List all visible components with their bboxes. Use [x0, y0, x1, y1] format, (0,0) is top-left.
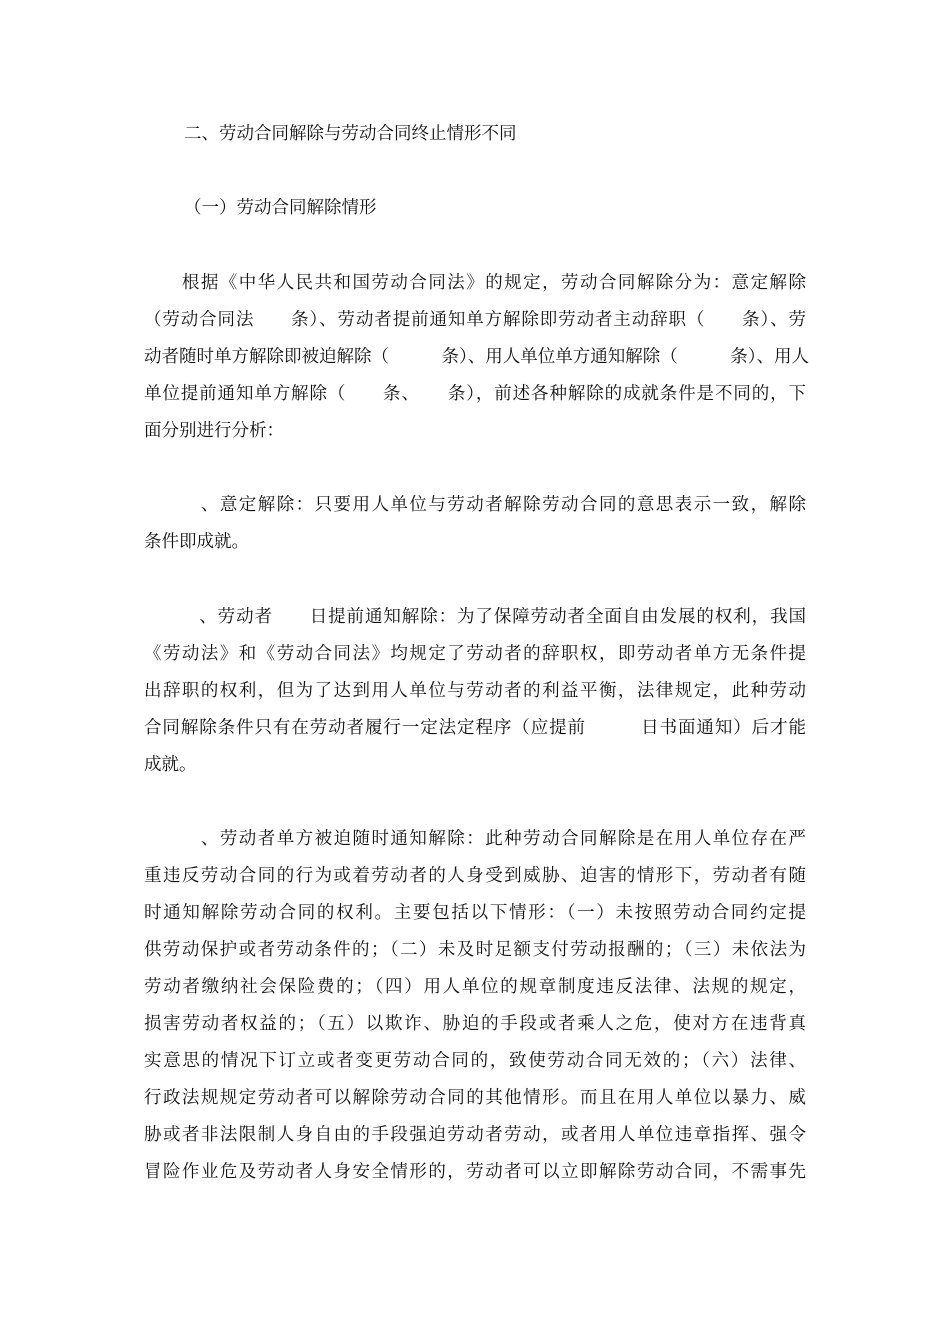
paragraph-line: 时通知解除劳动合同的权利。主要包括以下情形：（一）未按照劳动合同约定提: [144, 903, 806, 923]
paragraph-line: 重违反劳动合同的行为或着劳动者的人身受到威胁、迫害的情形下，劳动者有随: [144, 866, 806, 886]
paragraph-line: 《劳动法》和《劳动合同法》均规定了劳动者的辞职权，即劳动者单方无条件提: [144, 644, 806, 664]
paragraph-line: 劳动者缴纳社会保险费的；（四）用人单位的规章制度违反法律、法规的规定，: [144, 977, 806, 997]
paragraph-line: 冒险作业危及劳动者人身安全情形的，劳动者可以立即解除劳动合同，不需事先: [144, 1162, 806, 1182]
paragraph-line: 条件即成就。: [144, 532, 249, 552]
paragraph-line: 单位提前通知单方解除（ 条、 条），前述各种解除的成就条件是不同的，下: [144, 384, 806, 404]
paragraph-line: 成就。: [144, 755, 197, 775]
paragraph-line: 面分别进行分析：: [144, 421, 284, 441]
paragraph-line: （劳动合同法 条）、劳动者提前通知单方解除即劳动者主动辞职（ 条）、劳: [144, 310, 806, 330]
paragraph-line: 实意思的情况下订立或者变更劳动合同的，致使劳动合同无效的；（六）法律、: [144, 1051, 806, 1071]
subsection-heading: （一）劳动合同解除情形: [184, 198, 377, 218]
paragraph-line: 胁或者非法限制人身自由的手段强迫劳动者劳动，或者用人单位违章指挥、强令: [144, 1125, 806, 1145]
paragraph-line: 出辞职的权利，但为了达到用人单位与劳动者的利益平衡，法律规定，此种劳动: [144, 681, 806, 701]
paragraph-line: 、劳动者单方被迫随时通知解除：此种劳动合同解除是在用人单位存在严: [144, 829, 806, 849]
section-heading: 二、劳动合同解除与劳动合同终止情形不同: [184, 124, 517, 144]
paragraph-line: 供劳动保护或者劳动条件的；（二）未及时足额支付劳动报酬的；（三）未依法为: [144, 940, 806, 960]
paragraph-line: 、劳动者 日提前通知解除：为了保障劳动者全面自由发展的权利，我国: [144, 607, 806, 627]
paragraph-line: 、意定解除：只要用人单位与劳动者解除劳动合同的意思表示一致，解除: [144, 495, 806, 515]
paragraph-line: 行政法规规定劳动者可以解除劳动合同的其他情形。而且在用人单位以暴力、威: [144, 1088, 806, 1108]
paragraph-line: 动者随时单方解除即被迫解除（ 条）、用人单位单方通知解除（ 条）、用人: [144, 347, 809, 367]
paragraph-line: 损害劳动者权益的；（五）以欺诈、胁迫的手段或者乘人之危，使对方在违背真: [144, 1014, 806, 1034]
paragraph-line: 合同解除条件只有在劳动者履行一定法定程序（应提前 日书面通知）后才能: [144, 718, 806, 738]
paragraph-line: 根据《中华人民共和国劳动合同法》的规定，劳动合同解除分为：意定解除: [144, 273, 806, 293]
